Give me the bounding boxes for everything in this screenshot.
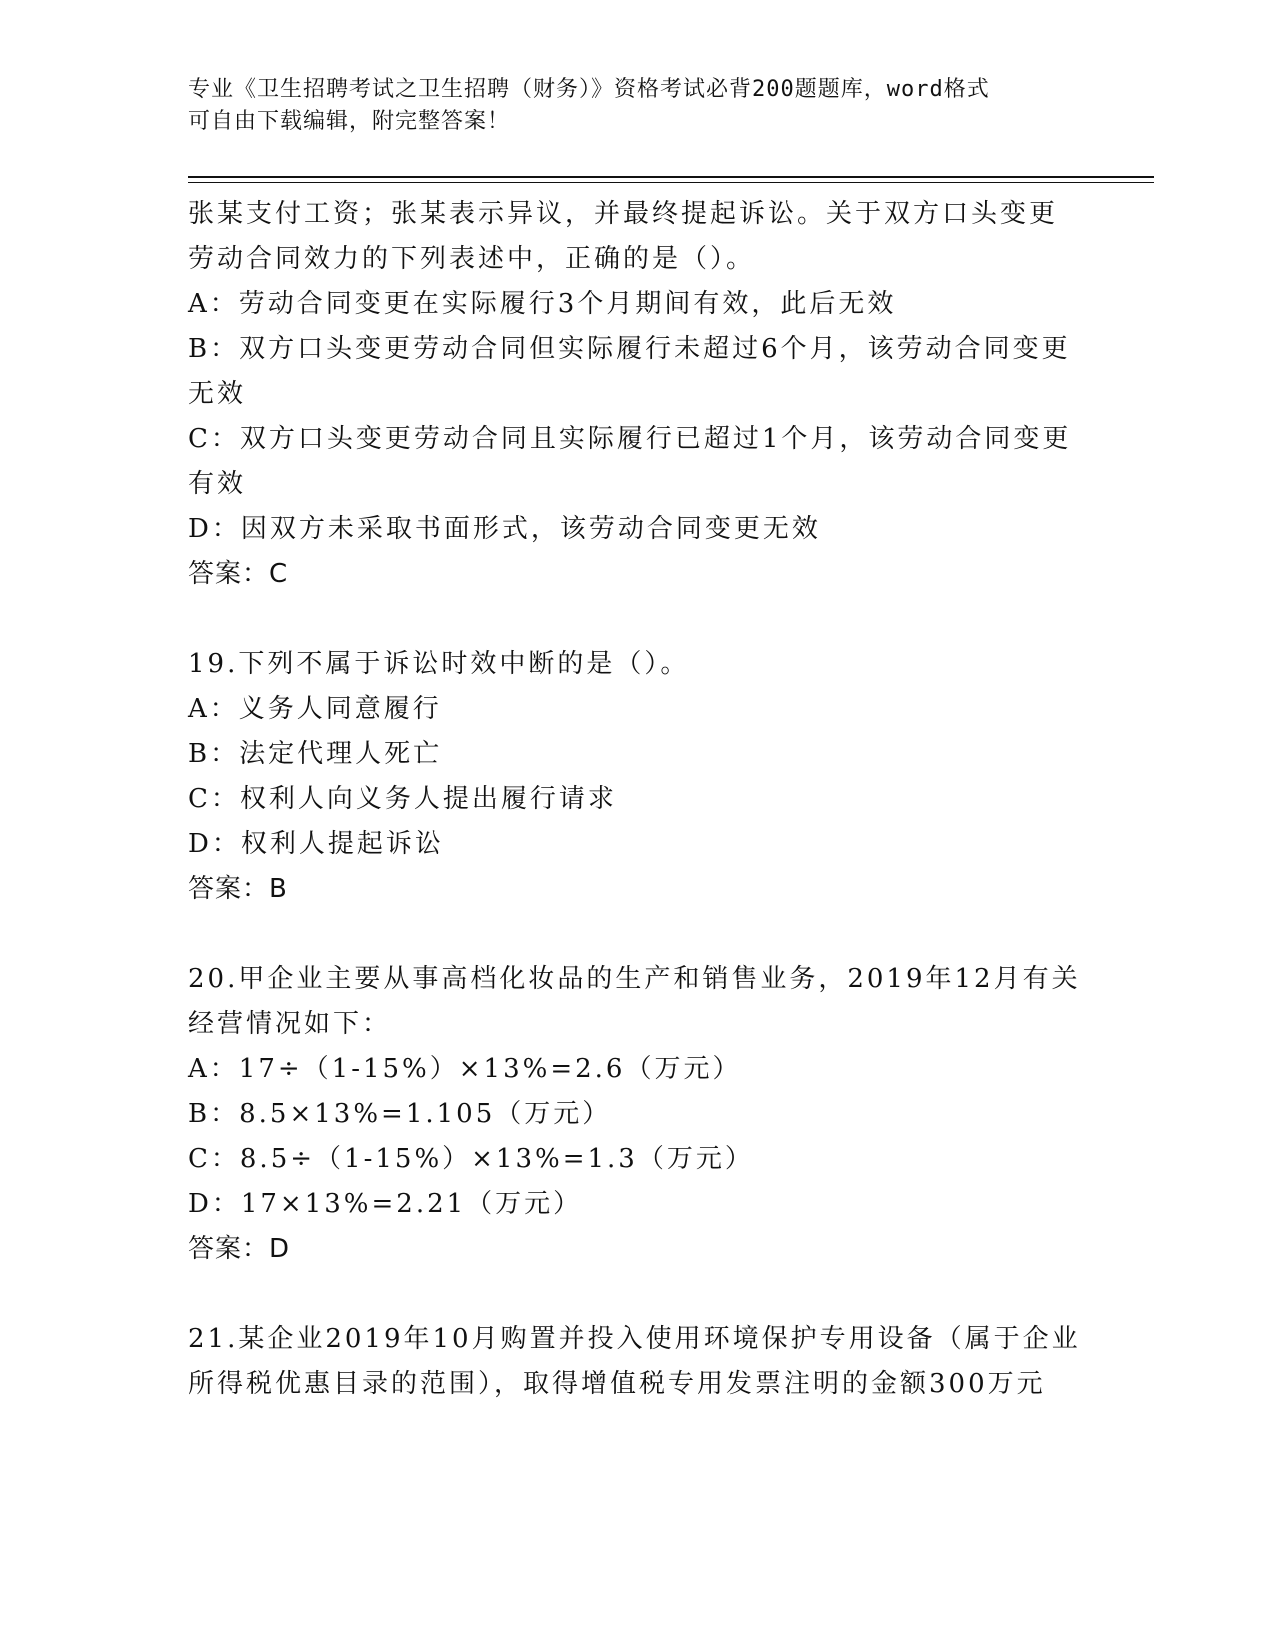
option-b: B：8.5×13%=1.105（万元） [188, 1099, 612, 1129]
header-line-2: 可自由下载编辑，附完整答案！ [188, 109, 511, 134]
option-c: C：双方口头变更劳动合同且实际履行已超过1个月，该劳动合同变更 [188, 424, 1072, 454]
question-content [188, 192, 1088, 1407]
header-divider-thick [188, 176, 1154, 178]
question-stem-line: 劳动合同效力的下列表述中，正确的是（）。 [188, 244, 756, 274]
option-c: C：8.5÷（1-15%）×13%=1.3（万元） [188, 1144, 754, 1174]
question-19 [188, 642, 1088, 912]
option-b: B：双方口头变更劳动合同但实际履行未超过6个月，该劳动合同变更 [188, 334, 1071, 364]
spacer [188, 912, 1088, 957]
answer-line: 答案：B [188, 874, 288, 904]
option-c-continued: 有效 [188, 469, 247, 499]
question-18 [188, 192, 1088, 597]
option-b: B：法定代理人死亡 [188, 739, 443, 769]
question-stem-line: 19.下列不属于诉讼时效中断的是（）。 [188, 649, 690, 679]
question-stem-line: 张某支付工资；张某表示异议，并最终提起诉讼。关于双方口头变更 [188, 199, 1059, 229]
spacer [188, 597, 1088, 642]
option-a: A：劳动合同变更在实际履行3个月期间有效，此后无效 [188, 289, 897, 319]
question-20 [188, 957, 1088, 1272]
option-a: A：义务人同意履行 [188, 694, 442, 724]
answer-line: 答案：D [188, 1234, 291, 1264]
question-stem-line: 经营情况如下： [188, 1009, 392, 1039]
option-a: A：17÷（1-15%）×13%=2.6（万元） [188, 1054, 742, 1084]
question-stem-line: 20.甲企业主要从事高档化妆品的生产和销售业务，2019年12月有关 [188, 964, 1081, 994]
header-line-1: 专业《卫生招聘考试之卫生招聘（财务）》资格考试必背200题题库，word格式 [188, 77, 990, 102]
option-d: D：权利人提起诉讼 [188, 829, 444, 859]
option-d: D：因双方未采取书面形式，该劳动合同变更无效 [188, 514, 821, 544]
spacer [188, 1272, 1088, 1317]
question-stem-line: 21.某企业2019年10月购置并投入使用环境保护专用设备（属于企业 [188, 1324, 1081, 1354]
question-21 [188, 1317, 1088, 1407]
answer-line: 答案：C [188, 559, 289, 589]
option-d: D：17×13%=2.21（万元） [188, 1189, 583, 1219]
option-c: C：权利人向义务人提出履行请求 [188, 784, 617, 814]
document-header [188, 74, 1088, 138]
header-divider-thin [188, 182, 1154, 183]
question-stem-line: 所得税优惠目录的范围），取得增值税专用发票注明的金额300万元 [188, 1369, 1046, 1399]
option-b-continued: 无效 [188, 379, 247, 409]
